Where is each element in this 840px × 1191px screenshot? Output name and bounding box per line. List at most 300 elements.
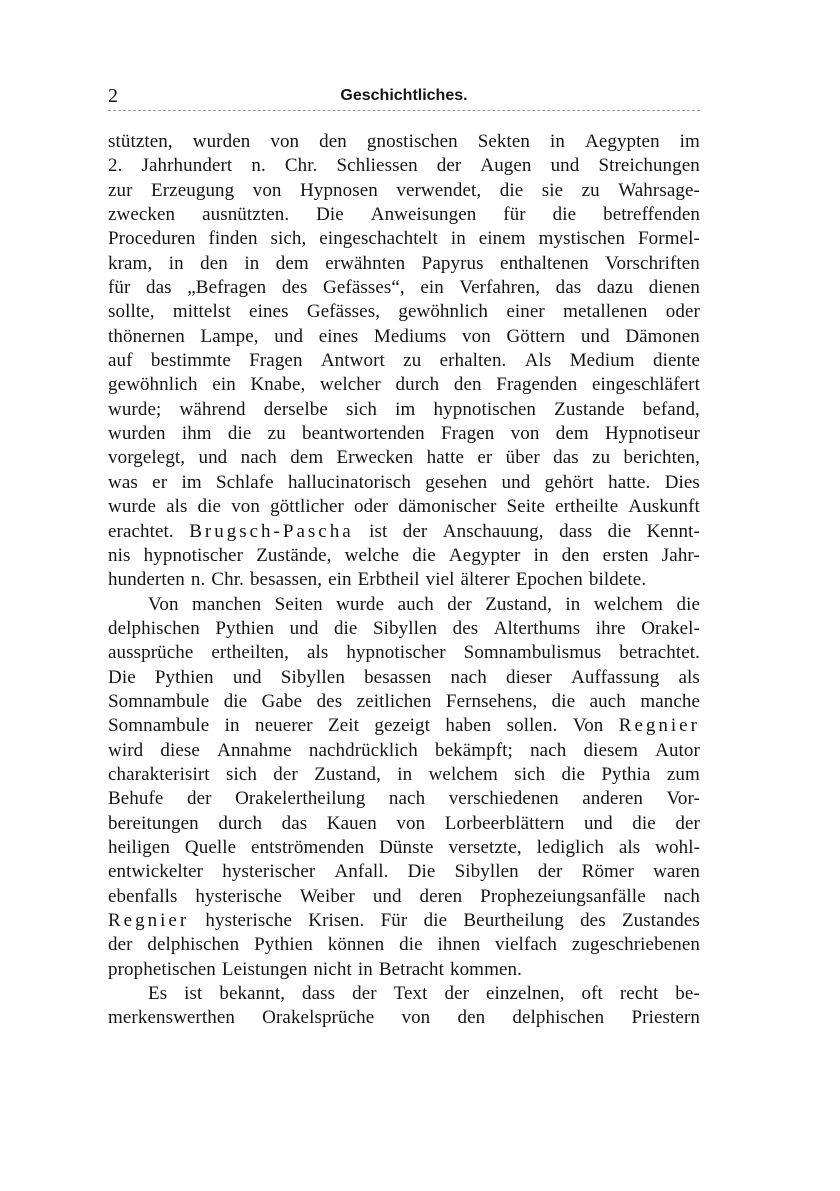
word: Kennt- [646,520,700,542]
word: auch [589,690,626,712]
word: Verfahren, [459,277,541,299]
word: die [333,617,358,639]
word: Jahr- [661,544,700,566]
word: bekannt, [219,983,286,1005]
word: stützten, [108,131,173,152]
word: hypnotischen [433,398,537,420]
word: während [179,398,246,420]
word: aussprüche [108,642,194,664]
word: sich, [270,228,307,250]
word: in [397,763,413,785]
word: Prophezeiungsanfälle [480,885,646,907]
text-line [108,520,700,544]
word: Erzeugung [151,179,235,201]
word: nach [240,447,277,469]
word: Krisen. [308,910,365,931]
word: nach [530,739,567,761]
word: ein [328,569,352,591]
word: der [537,861,563,883]
word: betreffenden [603,204,700,226]
word: erhalten. [439,350,507,372]
word: von [231,496,260,518]
word: und [289,617,319,639]
text-line [108,203,700,227]
word: göttlicher [270,496,344,518]
text-line [108,276,700,300]
word: von [462,325,491,347]
word: der [273,763,298,785]
word: Sibyllen [280,666,345,688]
word: Sibyllen [454,861,519,883]
word: entwickelter [108,861,204,883]
text-line [108,714,700,738]
word: der [675,812,700,834]
word: der [447,593,472,615]
word: Gefässes“, [323,277,405,299]
word: Orakel- [641,617,700,639]
word: Hypnosen [300,179,378,201]
word: hatte [426,447,465,469]
word: gnostischen [366,131,458,152]
word: Zustände, [256,544,332,566]
word: vielfach [495,934,558,956]
word: ihre [595,617,626,639]
word: im [679,131,700,152]
word: sich [225,763,257,785]
word: dämonischer [398,496,497,518]
word: Auffassung [571,666,660,688]
word: einzelnen, [486,983,565,1005]
text-line [108,179,700,203]
word: gesehen [425,471,488,493]
word: dieser [505,666,552,688]
word: hypnotischer [143,544,244,566]
word: Chr. [211,569,244,591]
word: und [580,325,610,347]
word: recht [619,983,659,1005]
word: hunderten [108,569,185,591]
word: berichten, [623,447,700,469]
word: und [583,812,613,834]
word: die [552,204,577,226]
word: ist [369,520,388,542]
word: zur [108,179,133,201]
word: einer [506,301,545,323]
text-line [108,763,700,787]
word: die [561,763,586,785]
text-line [108,130,700,154]
word: älterer [460,569,510,591]
word: Regnier [108,910,190,931]
word: in [244,252,260,274]
word: Schliessen [336,155,418,177]
word: manchen [191,593,262,615]
word: charakterisirt [108,763,210,785]
word: Dünste [379,836,434,858]
word: die [197,496,222,518]
word: Anfall. [334,861,389,883]
word: Göttern [506,325,566,347]
word: n. [190,569,206,591]
word: für [503,204,526,226]
word: und [274,325,304,347]
word: Somnambule [108,715,210,737]
word: Fernsehens, [445,690,538,712]
word: Knabe, [250,374,306,396]
word: durch [395,374,440,396]
word: des [316,690,343,712]
word: wurde [108,496,156,518]
word: können [327,934,385,956]
word: zu [581,179,600,201]
word: welche [344,544,400,566]
word: Proceduren [108,228,196,250]
word: betrachtet. [619,642,700,664]
word: den [200,252,228,274]
word: Kauen [326,812,377,834]
word: manche [640,690,700,712]
word: Formel- [638,228,700,250]
word: die [632,812,656,834]
word: nicht [313,958,352,980]
word: Fragenden [496,374,578,396]
word: Es [148,983,168,1005]
page-number: 2 [108,85,118,107]
word: Fragen [441,423,495,445]
word: Brugsch-Pascha [189,520,354,542]
word: die [227,423,252,445]
word: oft [581,983,603,1005]
word: Lampe, [200,325,259,347]
text-line [108,373,700,397]
word: der [108,934,133,956]
word: sich [514,763,546,785]
word: ersten [602,544,649,566]
text-line [108,812,700,836]
word: er [152,471,168,493]
word: wohl- [655,836,700,858]
word: hysterischer [222,861,316,883]
text-line [108,227,700,251]
word: merkenswerthen [108,1007,235,1029]
word: Sibyllen [372,617,438,639]
word: nach [450,666,487,688]
word: den [457,1007,486,1029]
word: Pythia [601,763,651,785]
word: von [270,131,300,152]
word: ebenfalls [108,885,178,907]
word: Autor [655,739,700,761]
word: durch [218,812,263,834]
word: Zeit [328,715,360,737]
header-rule [108,110,700,111]
word: das [146,277,172,299]
word: Papyrus [421,252,484,274]
word: besassen [364,666,432,688]
word: Die [316,204,344,226]
word: von [396,812,426,834]
word: zeitlichen [356,690,432,712]
text-line [108,617,700,641]
word: zwecken [108,204,176,226]
word: in [533,544,549,566]
word: Gefässes, [306,301,381,323]
word: Schlafe [216,471,274,493]
word: der [444,983,470,1005]
word: Quelle [184,836,237,858]
word: sollte, [108,301,155,323]
word: Die [108,666,136,688]
word: Medium [569,350,635,372]
word: mittelst [172,301,231,323]
word: Behufe [108,788,164,810]
text-line [108,398,700,422]
word: Pythien [215,617,275,639]
word: Seite [506,496,546,518]
word: haben [445,715,492,737]
word: ertheilte [555,496,619,518]
text-line [108,836,700,860]
word: Anschauung, [442,520,544,542]
word: mystischen [538,228,626,250]
text-line [108,446,700,470]
word: hypnotischer [346,642,446,664]
word: Vorschriften [605,252,700,274]
word: in [357,958,373,980]
text-line [108,252,700,276]
word: als [306,642,329,664]
word: wurden [108,423,166,445]
word: eingeschläfert [592,374,700,396]
word: in [550,131,565,152]
word: Weiber [299,885,355,907]
word: der [436,155,462,177]
word: als [166,496,188,518]
word: den [561,544,590,566]
word: heiligen [108,836,171,858]
word: dem [290,447,324,469]
word: zu [267,423,286,445]
word: oder [665,301,700,323]
text-line [108,154,700,178]
word: Auskunft [628,496,700,518]
word: gewöhnlich [108,374,198,396]
word: Dämonen [625,325,700,347]
text-line [108,568,700,592]
word: bestimmte [150,350,231,372]
word: welchem [428,763,498,785]
word: Zustand, [314,763,381,785]
word: von [510,423,540,445]
word: ihm [181,423,212,445]
word: sollen. [506,715,558,737]
text-line [108,666,700,690]
text-line [108,471,700,495]
word: Regnier [618,715,700,737]
word: des [580,910,606,931]
word: ein [420,277,444,299]
word: Zustande [554,398,625,420]
text-line [108,1006,700,1030]
word: von [252,179,282,201]
word: im [181,471,202,493]
word: nachdrücklich [308,739,418,761]
word: eines [318,325,359,347]
word: Somnambule [108,690,210,712]
word: wurde; [108,398,162,420]
word: bildete. [588,569,647,591]
word: Zustand, [485,593,552,615]
word: welcher [320,374,381,396]
word: die [412,544,436,566]
word: Somnambulismus [463,642,602,664]
word: verschiedenen [448,788,559,810]
word: Lorbeerblättern [444,812,565,834]
word: ausnützten. [202,204,290,226]
word: im [395,398,416,420]
word: der [352,983,377,1005]
word: auch [397,593,434,615]
word: gewöhnlich [398,301,489,323]
word: wurden [192,131,251,152]
word: eines [249,301,289,323]
text-line [108,787,700,811]
word: Als [524,350,552,372]
word: n. [251,155,266,177]
word: wird [108,739,144,761]
word: gezeigt [374,715,430,737]
word: bereitungen [108,812,199,834]
word: eingeschachtelt [319,228,438,250]
word: und [372,885,402,907]
word: über [505,447,540,469]
word: der [402,520,428,542]
word: Pythien [154,666,214,688]
text-line [108,933,700,957]
word: in [224,715,240,737]
word: lediglich [536,836,604,858]
word: und [501,471,531,493]
word: Jahrhundert [141,155,233,177]
word: Pythien [254,934,313,956]
word: „Befragen [187,277,267,299]
word: delphischen [108,617,200,639]
word: einem [478,228,526,250]
word: erachtet. [108,520,174,542]
word: dem [555,423,589,445]
text-line [108,300,700,324]
word: nach [388,788,426,810]
word: als [678,666,700,688]
word: die [399,934,423,956]
word: finden [208,228,258,250]
word: Leistungen [221,958,308,980]
word: zu [403,350,422,372]
word: die [423,910,448,931]
word: auf [108,350,133,372]
text-line [108,349,700,373]
word: und [550,155,580,177]
word: Alterthums [493,617,581,639]
word: Streichungen [598,155,700,177]
word: Erwecken [336,447,414,469]
word: Fragen [249,350,303,372]
word: Hypnotiseur [604,423,700,445]
word: derselbe [263,398,328,420]
text-line [108,958,700,982]
word: dem [275,252,309,274]
word: ist [184,983,203,1005]
word: diese [160,739,200,761]
text-line [108,739,700,763]
word: hysterische [195,885,282,907]
word: entströmenden [251,836,365,858]
word: und [198,447,228,469]
word: Dies [664,471,700,493]
word: der [186,788,212,810]
text-line [108,885,700,909]
text-line [108,593,700,617]
word: kommen. [449,958,522,980]
text-line [108,495,700,519]
word: nach [663,885,700,907]
word: das [553,447,579,469]
word: diente [652,350,700,372]
word: bekämpft; [434,739,513,761]
word: Die [407,861,436,883]
word: in [450,228,466,250]
word: deren [419,885,463,907]
text-line [108,422,700,446]
word: Orakelertheilung [235,788,366,810]
word: hatte. [608,471,651,493]
word: sie [541,179,564,201]
word: das [281,812,308,834]
word: be- [675,983,700,1005]
word: Erbtheil [357,569,420,591]
word: delphischen [512,1007,605,1029]
word: des [281,277,308,299]
word: nis [108,544,131,566]
word: beantwortenden [302,423,425,445]
text-line [108,860,700,884]
word: Römer [581,861,634,883]
text-line [108,690,700,714]
word: Vor- [666,788,700,810]
word: thönernen [108,325,185,347]
word: dienen [648,277,700,299]
word: Mediums [373,325,447,347]
word: erwähnten [325,252,406,274]
word: Augen [480,155,532,177]
word: und [232,666,262,688]
word: Sekten [477,131,531,152]
word: kram, [108,252,153,274]
word: 2. [108,155,123,177]
word: waren [653,861,700,883]
word: Von [148,593,179,615]
word: delphischen [147,934,240,956]
running-title: Geschichtliches. [340,87,468,104]
word: Chr. [284,155,318,177]
word: Anweisungen [370,204,477,226]
word: gehört [544,471,594,493]
word: Wahrsage- [618,179,700,201]
word: versetzte, [448,836,522,858]
word: Aegypten [585,131,660,152]
word: hysterische [205,910,292,931]
word: den [453,374,482,396]
